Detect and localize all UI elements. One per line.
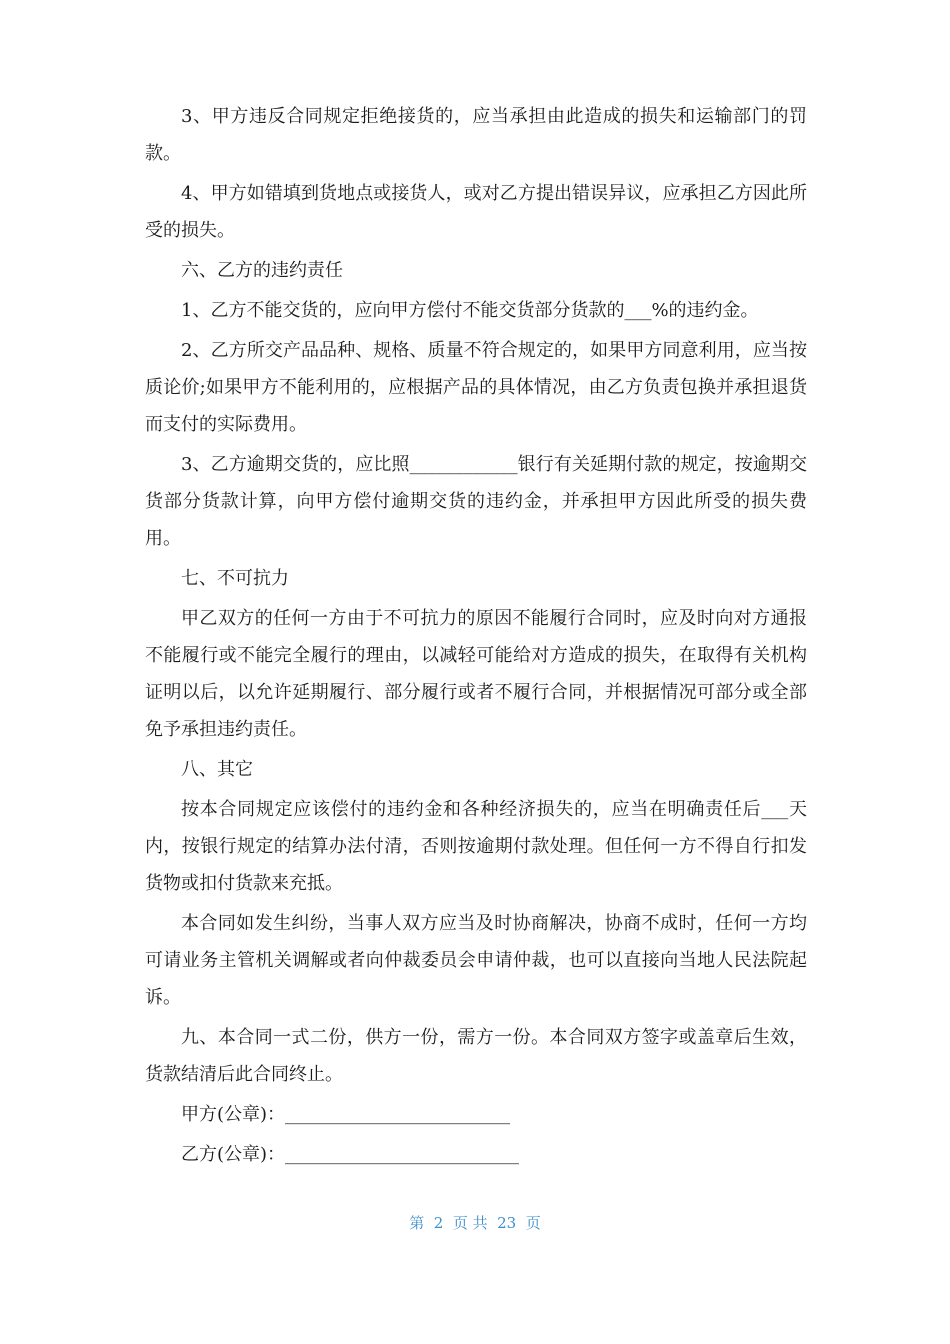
paragraph: 本合同如发生纠纷，当事人双方应当及时协商解决，协商不成时，任何一方均可请业务主管机关调解或者向仲裁委员会申请仲裁，也可以直接向当地人民法院起诉。 <box>145 913 807 1008</box>
paragraph: 4、甲方如错填到货地点或接货人，或对乙方提出错误异议，应承担乙方因此所受的损失。 <box>145 183 807 241</box>
section-heading: 八、其它 <box>181 759 253 780</box>
signature-line-party-a: 甲方(公章)：_________________________ <box>181 1104 511 1125</box>
signature-line-party-b: 乙方(公章)：__________________________ <box>181 1144 520 1165</box>
section-heading: 六、乙方的违约责任 <box>181 260 343 281</box>
paragraph: 2、乙方所交产品品种、规格、质量不符合规定的，如果甲方同意利用，应当按质论价;如果甲方不能利用的，应根据产品的具体情况，由乙方负责包换并承担退货而支付的实际费用。 <box>145 340 807 435</box>
paragraph: 3、甲方违反合同规定拒绝接货的，应当承担由此造成的损失和运输部门的罚款。 <box>145 106 807 164</box>
paragraph: 3、乙方逾期交货的，应比照____________银行有关延期付款的规定，按逾期交货部分货款计算，向甲方偿付逾期交货的违约金，并承担甲方因此所受的损失费用。 <box>145 454 807 549</box>
paragraph: 1、乙方不能交货的，应向甲方偿付不能交货部分货款的___%的违约金。 <box>181 300 759 321</box>
section-heading: 七、不可抗力 <box>181 568 289 589</box>
page-number-footer: 第 2 页 共 23 页 <box>409 1214 541 1232</box>
document-body <box>145 98 807 1176</box>
paragraph: 甲乙双方的任何一方由于不可抗力的原因不能履行合同时，应及时向对方通报不能履行或不能完全履行的理由，以减轻可能给对方造成的损失，在取得有关机构证明以后，以允许延期履行、部分履行或者不履行合同，并根据情况可部分或全部免予承担违约责任。 <box>145 608 807 740</box>
paragraph: 九、本合同一式二份，供方一份，需方一份。本合同双方签字或盖章后生效，货款结清后此合同终止。 <box>145 1027 807 1085</box>
paragraph: 按本合同规定应该偿付的违约金和各种经济损失的，应当在明确责任后___天内，按银行规定的结算办法付清，否则按逾期付款处理。但任何一方不得自行扣发货物或扣付货款来充抵。 <box>145 799 807 894</box>
